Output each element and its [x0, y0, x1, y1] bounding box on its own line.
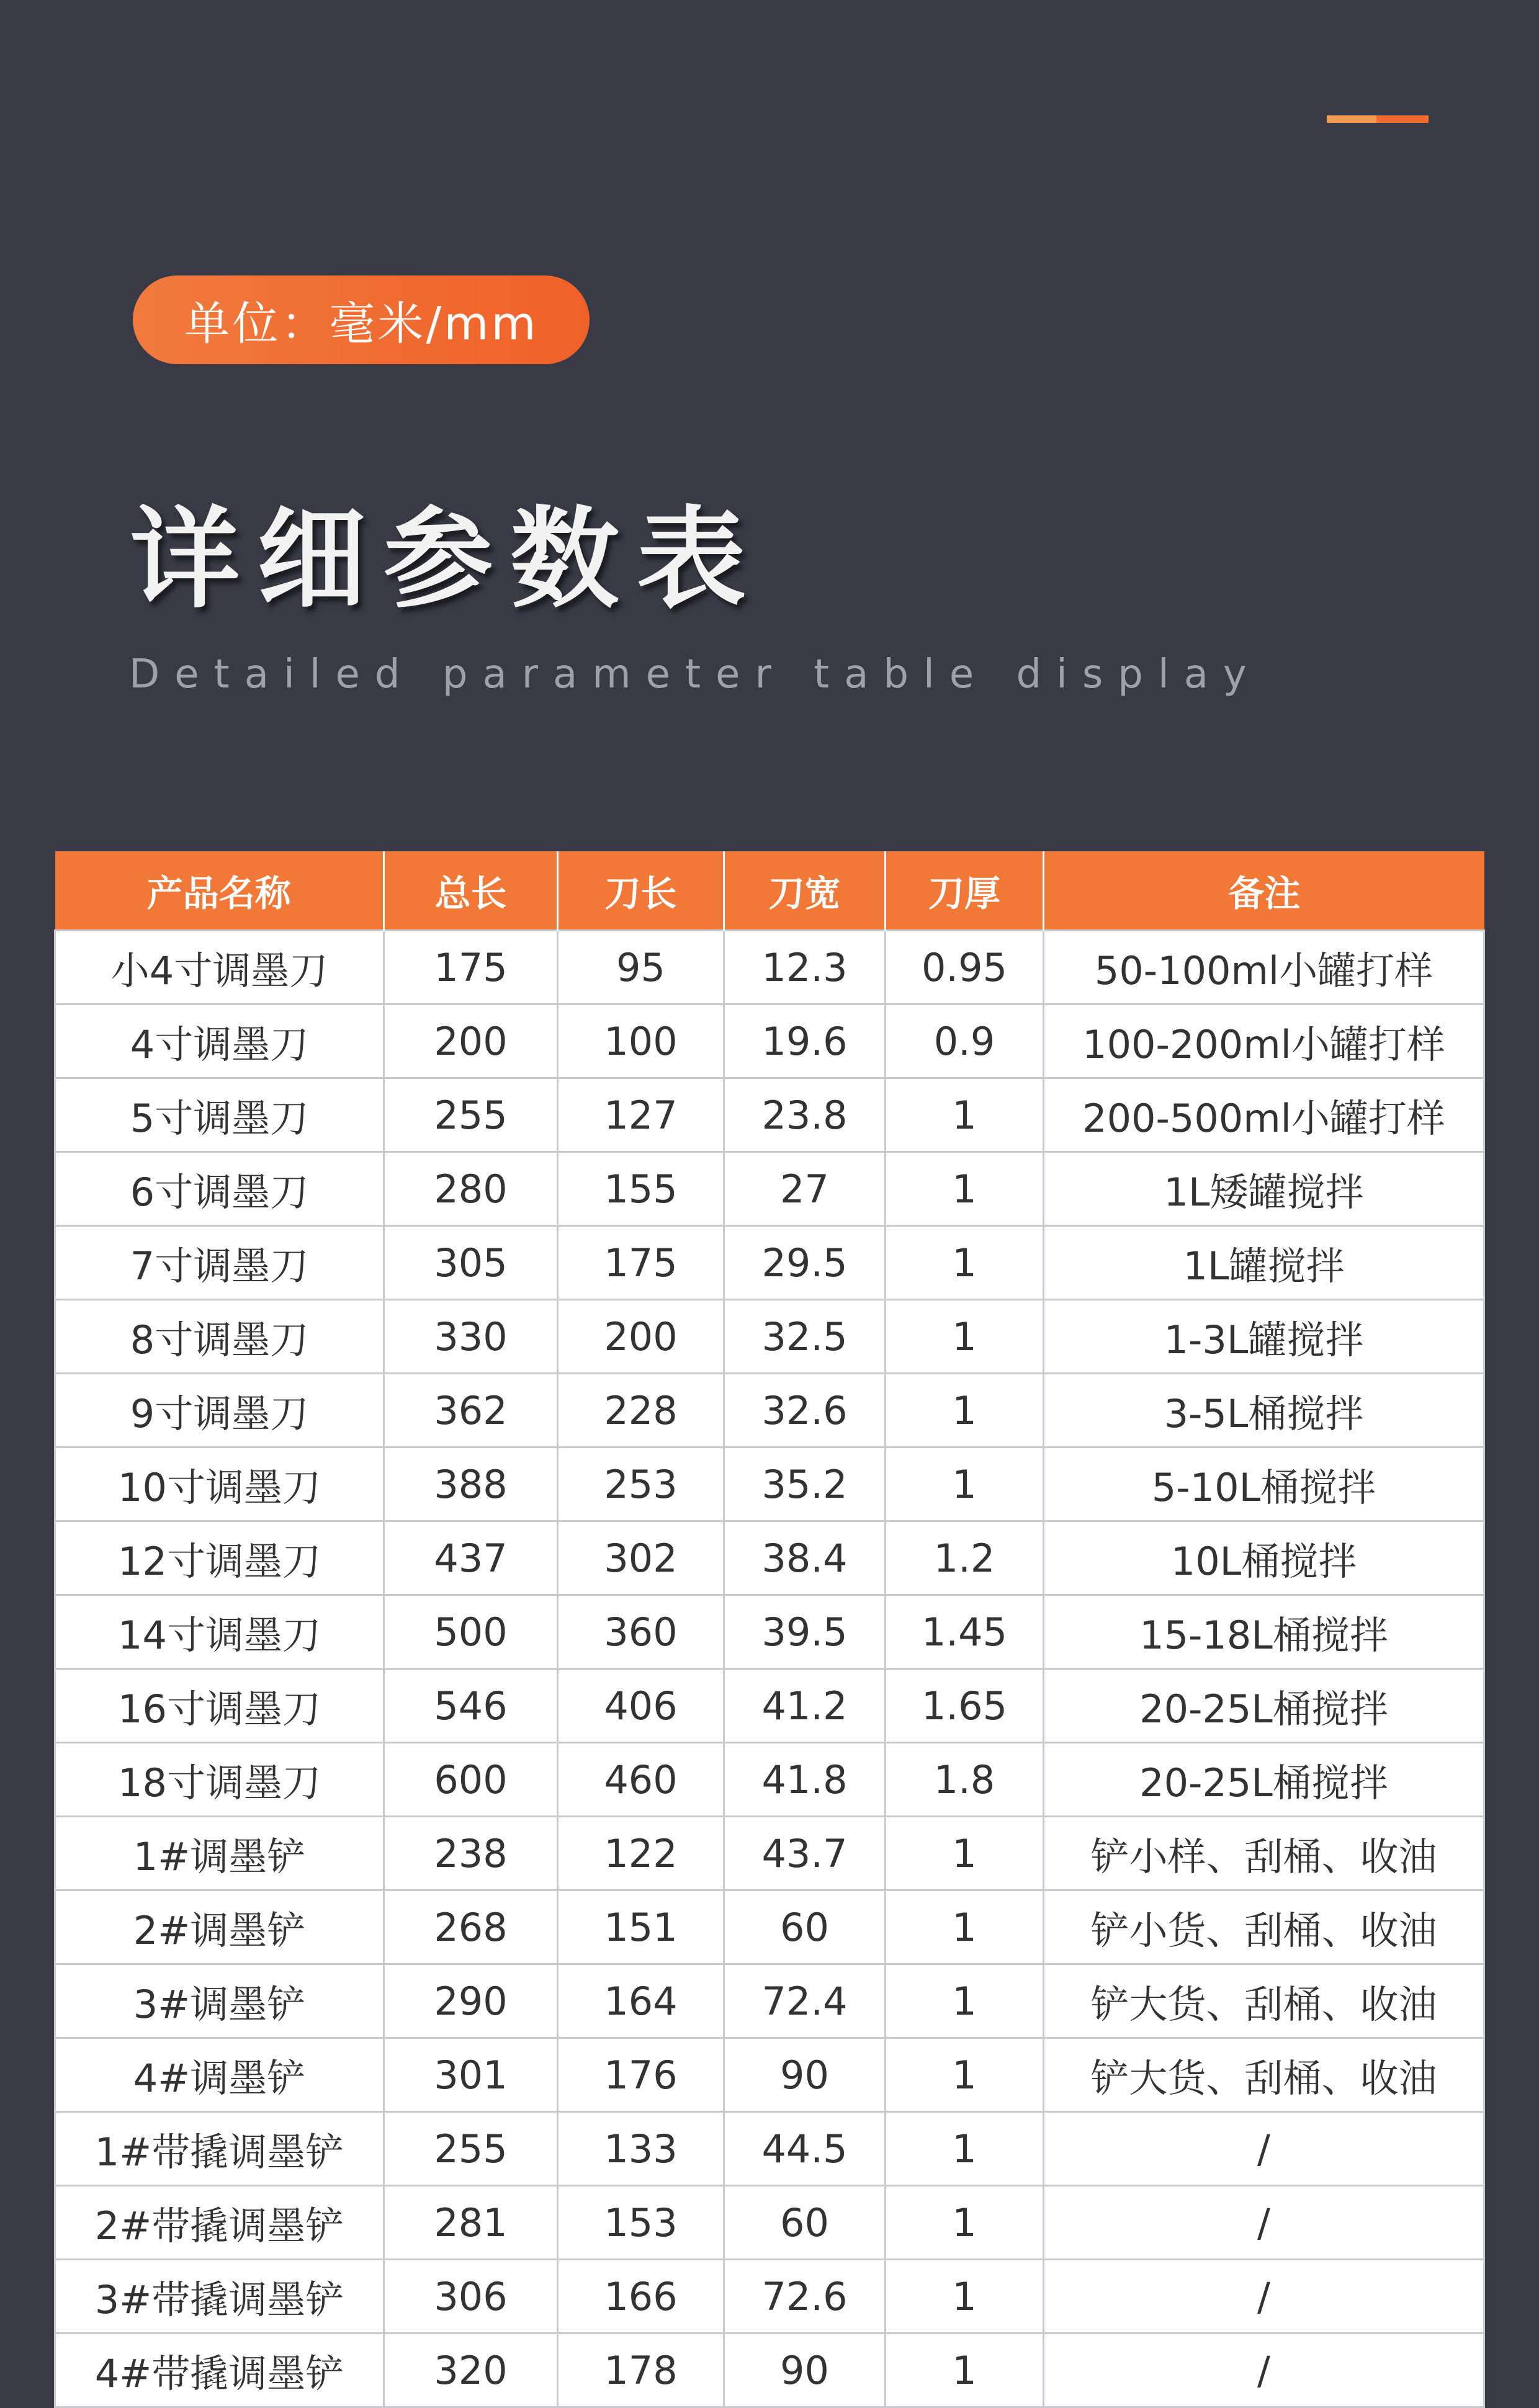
- blade-thickness-cell: 1: [886, 1152, 1044, 1226]
- blade-thickness-cell: 0.9: [886, 1005, 1044, 1078]
- total-length-cell: 388: [384, 1448, 558, 1521]
- product-name-cell: 4#带撬调墨铲: [55, 2334, 384, 2407]
- remarks-cell: /: [1044, 2334, 1484, 2407]
- total-length-cell: 175: [384, 931, 558, 1005]
- table-row: [55, 1226, 1484, 1300]
- blade-width-cell: 60: [724, 1891, 886, 1964]
- blade-length-cell: 302: [558, 1521, 724, 1595]
- blade-length-cell: 175: [558, 1226, 724, 1300]
- table-row: [55, 1595, 1484, 1669]
- blade-width-cell: 27: [724, 1152, 886, 1226]
- table-row: [55, 1300, 1484, 1374]
- remarks-cell: 1L罐搅拌: [1044, 1226, 1484, 1300]
- table-row: [55, 1448, 1484, 1521]
- product-name-cell: 9寸调墨刀: [55, 1374, 384, 1448]
- table-row: [55, 1669, 1484, 1743]
- remarks-cell: 20-25L桶搅拌: [1044, 1743, 1484, 1817]
- product-name-cell: 1#带撬调墨铲: [55, 2112, 384, 2186]
- blade-width-cell: 72.6: [724, 2260, 886, 2334]
- blade-length-cell: 176: [558, 2038, 724, 2112]
- remarks-cell: /: [1044, 2260, 1484, 2334]
- product-name-cell: 4寸调墨刀: [55, 1005, 384, 1078]
- blade-width-cell: 23.8: [724, 1078, 886, 1152]
- blade-width-cell: 41.8: [724, 1743, 886, 1817]
- total-length-cell: 268: [384, 1891, 558, 1964]
- blade-length-cell: 95: [558, 931, 724, 1005]
- blade-width-cell: 35.2: [724, 1448, 886, 1521]
- remarks-cell: 铲大货、刮桶、收油: [1044, 1964, 1484, 2038]
- blade-length-cell: 253: [558, 1448, 724, 1521]
- blade-width-cell: 44.5: [724, 2112, 886, 2186]
- header-blade-width: 刀宽: [724, 851, 886, 931]
- table-row: [55, 2038, 1484, 2112]
- unit-label: 单位：毫米/mm: [184, 297, 539, 351]
- total-length-cell: 437: [384, 1521, 558, 1595]
- table-row: [55, 2334, 1484, 2407]
- remarks-cell: 20-25L桶搅拌: [1044, 1669, 1484, 1743]
- blade-length-cell: 100: [558, 1005, 724, 1078]
- product-name-cell: 7寸调墨刀: [55, 1226, 384, 1300]
- blade-length-cell: 460: [558, 1743, 724, 1817]
- blade-length-cell: 133: [558, 2112, 724, 2186]
- blade-thickness-cell: 1: [886, 2112, 1044, 2186]
- page-subtitle: Detailed parameter table display: [129, 651, 1262, 697]
- table-row: [55, 1374, 1484, 1448]
- blade-width-cell: 90: [724, 2038, 886, 2112]
- table-row: [55, 1521, 1484, 1595]
- accent-bar-dark-segment: [1376, 115, 1429, 123]
- blade-length-cell: 406: [558, 1669, 724, 1743]
- remarks-cell: 50-100ml小罐打样: [1044, 931, 1484, 1005]
- remarks-cell: 200-500ml小罐打样: [1044, 1078, 1484, 1152]
- product-name-cell: 4#调墨铲: [55, 2038, 384, 2112]
- blade-width-cell: 72.4: [724, 1964, 886, 2038]
- accent-bar-light-segment: [1327, 115, 1376, 123]
- blade-length-cell: 178: [558, 2334, 724, 2407]
- total-length-cell: 301: [384, 2038, 558, 2112]
- blade-length-cell: 360: [558, 1595, 724, 1669]
- header-blade-thickness: 刀厚: [886, 851, 1044, 931]
- total-length-cell: 255: [384, 1078, 558, 1152]
- blade-length-cell: 155: [558, 1152, 724, 1226]
- page-title: 详细参数表: [130, 496, 764, 623]
- table-row: [55, 1964, 1484, 2038]
- table-row: [55, 1891, 1484, 1964]
- total-length-cell: 280: [384, 1152, 558, 1226]
- blade-thickness-cell: 1: [886, 1374, 1044, 1448]
- blade-thickness-cell: 0.95: [886, 931, 1044, 1005]
- parameter-table: [54, 851, 1485, 2408]
- total-length-cell: 200: [384, 1005, 558, 1078]
- header-remarks: 备注: [1044, 851, 1484, 931]
- remarks-cell: 铲大货、刮桶、收油: [1044, 2038, 1484, 2112]
- blade-length-cell: 200: [558, 1300, 724, 1374]
- blade-width-cell: 32.6: [724, 1374, 886, 1448]
- unit-badge: [133, 275, 590, 364]
- total-length-cell: 306: [384, 2260, 558, 2334]
- product-name-cell: 2#带撬调墨铲: [55, 2186, 384, 2260]
- table-row: [55, 1743, 1484, 1817]
- blade-thickness-cell: 1.8: [886, 1743, 1044, 1817]
- blade-length-cell: 127: [558, 1078, 724, 1152]
- blade-length-cell: 151: [558, 1891, 724, 1964]
- total-length-cell: 500: [384, 1595, 558, 1669]
- remarks-cell: 5-10L桶搅拌: [1044, 1448, 1484, 1521]
- blade-thickness-cell: 1: [886, 1448, 1044, 1521]
- product-name-cell: 14寸调墨刀: [55, 1595, 384, 1669]
- header-total-length: 总长: [384, 851, 558, 931]
- blade-width-cell: 12.3: [724, 931, 886, 1005]
- header-product-name: 产品名称: [55, 851, 384, 931]
- blade-width-cell: 29.5: [724, 1226, 886, 1300]
- blade-thickness-cell: 1: [886, 2260, 1044, 2334]
- remarks-cell: 铲小货、刮桶、收油: [1044, 1891, 1484, 1964]
- product-name-cell: 小4寸调墨刀: [55, 931, 384, 1005]
- blade-width-cell: 19.6: [724, 1005, 886, 1078]
- table-row: [55, 1005, 1484, 1078]
- remarks-cell: 15-18L桶搅拌: [1044, 1595, 1484, 1669]
- blade-length-cell: 164: [558, 1964, 724, 2038]
- table-row: [55, 1078, 1484, 1152]
- total-length-cell: 255: [384, 2112, 558, 2186]
- blade-thickness-cell: 1: [886, 1817, 1044, 1891]
- product-name-cell: 12寸调墨刀: [55, 1521, 384, 1595]
- remarks-cell: 铲小样、刮桶、收油: [1044, 1817, 1484, 1891]
- blade-width-cell: 32.5: [724, 1300, 886, 1374]
- blade-thickness-cell: 1: [886, 1891, 1044, 1964]
- blade-width-cell: 39.5: [724, 1595, 886, 1669]
- blade-thickness-cell: 1.65: [886, 1669, 1044, 1743]
- blade-thickness-cell: 1: [886, 2334, 1044, 2407]
- table-row: [55, 2112, 1484, 2186]
- decorative-accent-bar: [1327, 115, 1429, 123]
- product-name-cell: 10寸调墨刀: [55, 1448, 384, 1521]
- table-row: [55, 1152, 1484, 1226]
- blade-width-cell: 41.2: [724, 1669, 886, 1743]
- remarks-cell: 100-200ml小罐打样: [1044, 1005, 1484, 1078]
- total-length-cell: 238: [384, 1817, 558, 1891]
- total-length-cell: 281: [384, 2186, 558, 2260]
- product-name-cell: 3#调墨铲: [55, 1964, 384, 2038]
- blade-thickness-cell: 1: [886, 1226, 1044, 1300]
- blade-thickness-cell: 1: [886, 2186, 1044, 2260]
- blade-thickness-cell: 1.45: [886, 1595, 1044, 1669]
- remarks-cell: /: [1044, 2112, 1484, 2186]
- remarks-cell: /: [1044, 2186, 1484, 2260]
- table-row: [55, 2260, 1484, 2334]
- product-name-cell: 3#带撬调墨铲: [55, 2260, 384, 2334]
- total-length-cell: 290: [384, 1964, 558, 2038]
- remarks-cell: 10L桶搅拌: [1044, 1521, 1484, 1595]
- total-length-cell: 600: [384, 1743, 558, 1817]
- product-name-cell: 1#调墨铲: [55, 1817, 384, 1891]
- blade-width-cell: 43.7: [724, 1817, 886, 1891]
- remarks-cell: 1L矮罐搅拌: [1044, 1152, 1484, 1226]
- product-name-cell: 16寸调墨刀: [55, 1669, 384, 1743]
- product-name-cell: 2#调墨铲: [55, 1891, 384, 1964]
- product-name-cell: 8寸调墨刀: [55, 1300, 384, 1374]
- product-name-cell: 6寸调墨刀: [55, 1152, 384, 1226]
- remarks-cell: 3-5L桶搅拌: [1044, 1374, 1484, 1448]
- total-length-cell: 320: [384, 2334, 558, 2407]
- table-row: [55, 931, 1484, 1005]
- total-length-cell: 330: [384, 1300, 558, 1374]
- blade-width-cell: 38.4: [724, 1521, 886, 1595]
- product-name-cell: 18寸调墨刀: [55, 1743, 384, 1817]
- table-header-row: [55, 851, 1484, 931]
- header-blade-length: 刀长: [558, 851, 724, 931]
- blade-thickness-cell: 1.2: [886, 1521, 1044, 1595]
- table-row: [55, 2186, 1484, 2260]
- total-length-cell: 305: [384, 1226, 558, 1300]
- total-length-cell: 362: [384, 1374, 558, 1448]
- remarks-cell: 1-3L罐搅拌: [1044, 1300, 1484, 1374]
- blade-thickness-cell: 1: [886, 2038, 1044, 2112]
- blade-length-cell: 166: [558, 2260, 724, 2334]
- parameter-table-container: [54, 851, 1483, 2408]
- blade-length-cell: 153: [558, 2186, 724, 2260]
- blade-width-cell: 60: [724, 2186, 886, 2260]
- blade-thickness-cell: 1: [886, 1078, 1044, 1152]
- blade-length-cell: 122: [558, 1817, 724, 1891]
- table-body: [55, 931, 1484, 2407]
- table-row: [55, 1817, 1484, 1891]
- blade-thickness-cell: 1: [886, 1300, 1044, 1374]
- blade-thickness-cell: 1: [886, 1964, 1044, 2038]
- total-length-cell: 546: [384, 1669, 558, 1743]
- product-name-cell: 5寸调墨刀: [55, 1078, 384, 1152]
- blade-length-cell: 228: [558, 1374, 724, 1448]
- blade-width-cell: 90: [724, 2334, 886, 2407]
